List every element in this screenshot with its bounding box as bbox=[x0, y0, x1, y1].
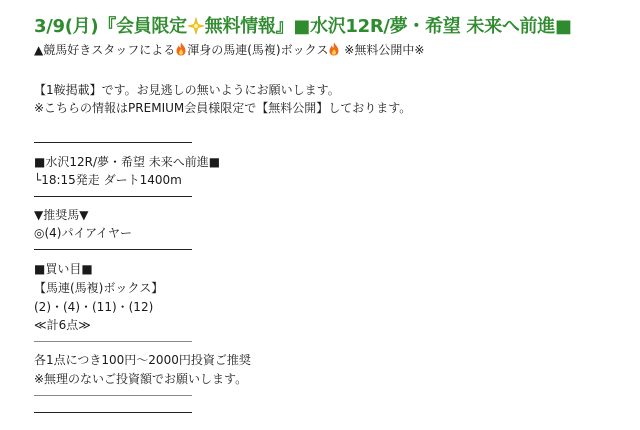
race-detail: └18:15発走 ダート1400m bbox=[34, 173, 182, 187]
divider bbox=[34, 249, 192, 250]
lead-text-c: ※無料公開中※ bbox=[340, 43, 425, 57]
divider bbox=[34, 142, 192, 143]
fire-icon bbox=[328, 42, 340, 56]
divider bbox=[34, 341, 192, 342]
lead-line bbox=[34, 42, 424, 58]
divider bbox=[34, 412, 192, 413]
bet-heading: ■買い目■ bbox=[34, 262, 93, 276]
divider bbox=[34, 196, 192, 197]
bet-type: 【馬連(馬複)ボックス】 bbox=[34, 281, 164, 295]
recommend-heading: ▼推奨馬▼ bbox=[34, 208, 89, 222]
recommend-horse: ◎(4)パイアイヤー bbox=[34, 226, 133, 240]
bet-numbers: (2)・(4)・(11)・(12) bbox=[34, 300, 154, 314]
fire-icon bbox=[175, 42, 187, 56]
note-line-2: ※無理のないご投資額でお願いします。 bbox=[34, 372, 248, 386]
bet-total: ≪計6点≫ bbox=[34, 318, 91, 332]
title-main: 無料情報』■水沢12R/夢・希望 未来へ前進■ bbox=[204, 16, 572, 37]
note-line-1: 各1点につき100円～2000円投資ご推奨 bbox=[34, 353, 251, 367]
lead-text-a: ▲競馬好きスタッフによる bbox=[34, 43, 176, 57]
race-heading: ■水沢12R/夢・希望 未来へ前進■ bbox=[34, 155, 221, 169]
intro-line-2: ※こちらの情報はPREMIUM会員様限定で【無料公開】しております。 bbox=[34, 101, 412, 115]
sparkle-star-icon bbox=[187, 17, 205, 35]
page-title bbox=[34, 12, 572, 38]
lead-text-b: 渾身の馬連(馬複)ボックス bbox=[187, 43, 329, 57]
intro-line-1: 【1鞍掲載】です。お見逃しの無いようにお願いします。 bbox=[34, 83, 340, 97]
divider bbox=[34, 395, 192, 396]
title-prefix: 3/9(月)『会員限定 bbox=[34, 16, 187, 37]
